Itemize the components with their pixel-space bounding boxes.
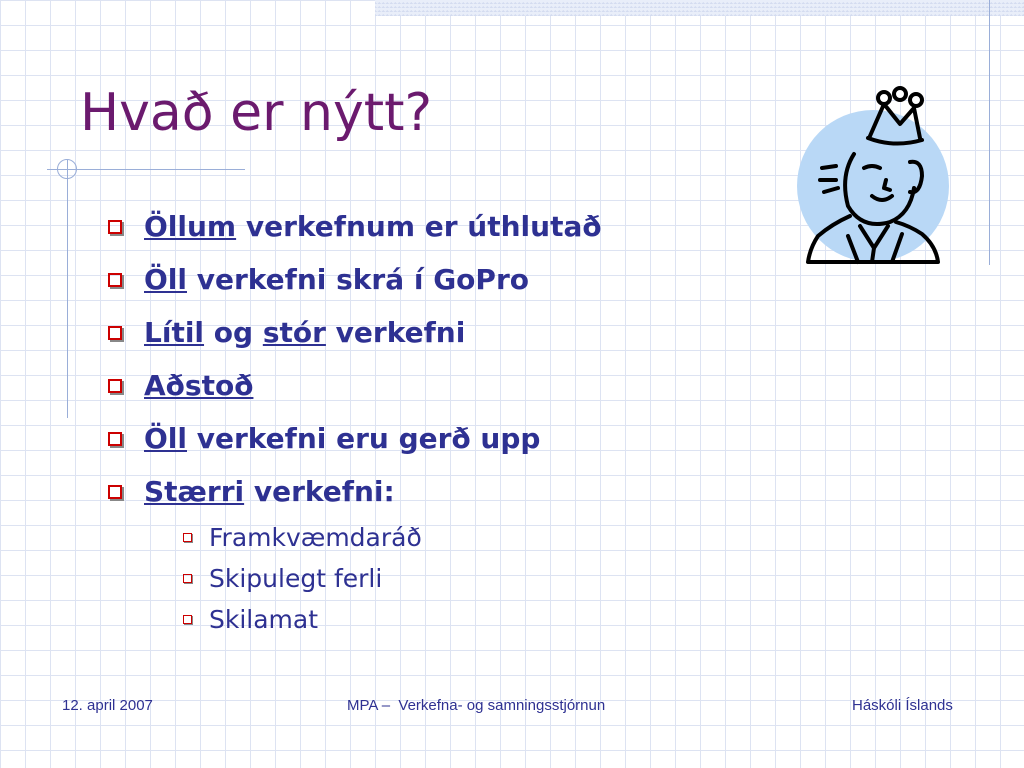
top-decorative-band: [375, 0, 1024, 16]
sub-bullet-item: [183, 599, 422, 640]
sub-bullet-item: [183, 558, 422, 599]
bullet-item: [108, 412, 602, 465]
footer-center: MPA – Verkefna- og samningsstjórnun: [347, 697, 606, 714]
square-bullet-icon: [108, 273, 122, 287]
footer-date: 12. april 2007: [62, 697, 153, 714]
sub-bullet-text: Framkvæmdaráð: [209, 523, 422, 552]
bullet-item: [108, 306, 602, 359]
square-bullet-icon: [108, 379, 122, 393]
sub-bullet-list: [183, 517, 422, 640]
sub-bullet-text: Skipulegt ferli: [209, 564, 383, 593]
square-bullet-icon: [183, 574, 192, 583]
square-bullet-icon: [108, 432, 122, 446]
bullet-keyword: Lítil: [144, 316, 205, 349]
square-bullet-icon: [183, 615, 192, 624]
bullet-text: verkefni: [325, 316, 466, 349]
bullet-item: [108, 359, 602, 412]
sub-bullet-text: Skilamat: [209, 605, 319, 634]
square-bullet-icon: [108, 326, 122, 340]
bullet-keyword: Aðstoð: [144, 369, 254, 402]
right-decorative-rule: [989, 0, 990, 265]
footer-organization: Háskóli Íslands: [852, 697, 953, 714]
bullet-list: [108, 200, 602, 518]
bullet-item: [108, 253, 602, 306]
bullet-keyword: Öll: [144, 422, 187, 455]
bullet-text: verkefni eru gerð upp: [187, 422, 541, 455]
square-bullet-icon: [108, 220, 122, 234]
bullet-keyword: Öllum: [144, 210, 237, 243]
bullet-keyword: Öll: [144, 263, 187, 296]
bullet-item: [108, 465, 602, 518]
crosshair-circle-icon: [57, 159, 77, 179]
bullet-item: [108, 200, 602, 253]
square-bullet-icon: [108, 485, 122, 499]
bullet-text: verkefni:: [244, 475, 395, 508]
left-decorative-rule: [67, 160, 68, 418]
king-with-crown-icon: [792, 76, 954, 266]
bullet-text: og: [204, 316, 263, 349]
bullet-text: verkefnum er úthlutað: [236, 210, 602, 243]
bullet-keyword-2: stór: [262, 316, 326, 349]
slide-title: Hvað er nýtt?: [80, 83, 433, 143]
bullet-text: verkefni skrá í GoPro: [187, 263, 529, 296]
square-bullet-icon: [183, 533, 192, 542]
sub-bullet-item: [183, 517, 422, 558]
bullet-keyword: Stærri: [144, 475, 245, 508]
